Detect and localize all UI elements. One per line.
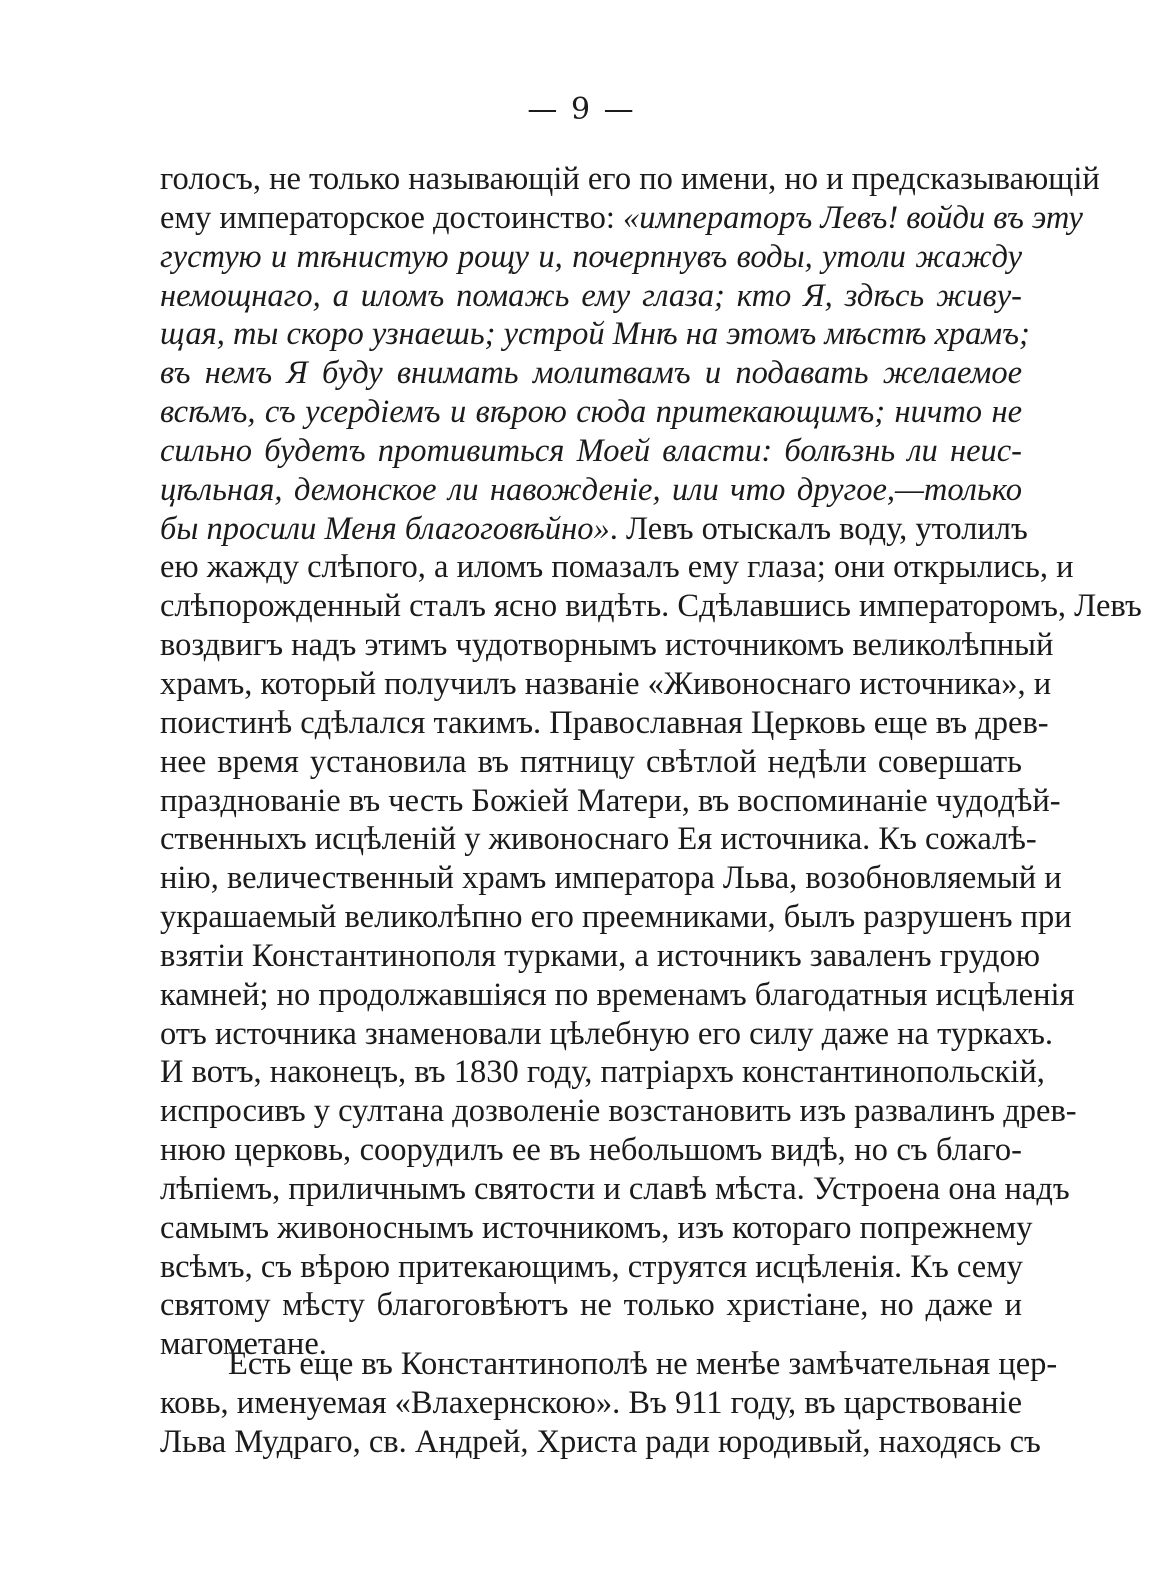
text-segment: нюю церковь, соорудилъ ее въ небольшомъ видѣ, но съ благо- [160, 1132, 1022, 1169]
text-line [160, 1423, 1041, 1462]
text-line [160, 976, 1075, 1015]
text-line [160, 199, 1083, 238]
text-segment: храмъ, который получилъ названіе «Живоноснаго источника», и [160, 665, 1052, 702]
text-segment: ею жажду слѣпого, а иломъ помазалъ ему глаза; они открылись, и [160, 549, 1074, 586]
text-line [160, 1345, 1058, 1384]
page-number: — 9 — [527, 92, 636, 127]
text-line [160, 354, 1022, 393]
text-line [160, 471, 1022, 510]
text-segment: камней; но продолжавшіяся по временамъ благодатныя исцѣленія [160, 976, 1075, 1013]
text-segment: святому мѣсту благоговѣютъ не только христіане, но даже и [160, 1287, 1022, 1324]
text-line [160, 782, 1061, 821]
text-line [160, 1131, 1022, 1170]
text-line [160, 1053, 1045, 1092]
italic-text: «императоръ Левъ! войди въ эту [623, 199, 1083, 236]
italic-text: всѣмъ, съ усердіемъ и вѣрою сюда притекающимъ; ничто не [160, 394, 1022, 431]
text-line [160, 1209, 1033, 1248]
text-line [160, 238, 1022, 277]
text-segment: украшаемый великолѣпно его преемниками, былъ разрушенъ при [160, 899, 1072, 936]
text-segment: нію, величественный храмъ императора Льва, возобновляемый и [160, 860, 1062, 897]
text-segment: магометане. [160, 1326, 327, 1363]
text-line [160, 626, 1054, 665]
text-segment: отъ источника знаменовали цѣлебную его силу даже на туркахъ. [160, 1015, 1054, 1052]
text-line [160, 1384, 1022, 1423]
text-line [160, 587, 1142, 626]
text-line [160, 937, 1041, 976]
italic-text: сильно будетъ противиться Моей власти: болѣзнь ли неис- [160, 432, 1022, 469]
text-line [160, 548, 1074, 587]
text-segment: самымъ живоноснымъ источникомъ, изъ котораго попрежнему [160, 1209, 1033, 1246]
text-segment: воздвигъ надъ этимъ чудотворнымъ источникомъ великолѣпный [160, 627, 1054, 664]
italic-text: немощнаго, а иломъ помажь ему глаза; кто Я, здѣсь живу- [160, 277, 1022, 314]
text-segment: поистинѣ сдѣлался такимъ. Православная Церковь еще въ древ- [160, 704, 1049, 741]
text-segment: взятіи Константинополя турками, а источникъ заваленъ грудою [160, 937, 1041, 974]
text-segment: ему императорское достоинство: [160, 199, 623, 236]
text-segment: нее время установила въ пятницу свѣтлой недѣли совершать [160, 743, 1022, 780]
text-segment: Есть еще въ Константинополѣ не менѣе замѣчательная цер- [228, 1346, 1058, 1382]
text-line [160, 1170, 1070, 1209]
text-line [160, 704, 1049, 743]
italic-text: бы просили Меня благоговѣйно» [160, 510, 610, 547]
text-segment: И вотъ, наконецъ, въ 1830 году, патріархъ константинопольскій, [160, 1054, 1045, 1091]
text-line [160, 510, 1028, 549]
text-segment: ковь, именуемая «Влахернскою». Въ 911 году, въ царствованіе [160, 1384, 1022, 1421]
text-line [160, 1286, 1022, 1325]
text-segment: Льва Мудраго, св. Андрей, Христа ради юродивый, находясь съ [160, 1423, 1041, 1460]
italic-text: густую и тѣнистую рощу и, почерпнувъ воды, утоли жажду [160, 238, 1022, 275]
text-segment: празднованіе въ честь Божіей Матери, въ воспоминаніе чудодѣй- [160, 782, 1061, 819]
text-segment: . Левъ отыскалъ воду, утолилъ [609, 510, 1028, 547]
italic-text: въ немъ Я буду внимать молитвамъ и подавать желаемое [160, 355, 1022, 392]
text-line [160, 1092, 1077, 1131]
text-line [160, 1015, 1054, 1054]
italic-text: щая, ты скоро узнаешь; устрой Мнѣ на этомъ мѣстѣ храмъ; [160, 316, 1030, 353]
text-segment: ственныхъ исцѣленій у живоноснаго Ея источника. Къ сожалѣ- [160, 821, 1037, 858]
text-segment: испросивъ у султана дозволеніе возстановить изъ развалинъ древ- [160, 1093, 1077, 1130]
text-line [160, 743, 1022, 782]
text-line [160, 393, 1022, 432]
text-line [160, 665, 1052, 704]
text-line [160, 277, 1022, 316]
paragraph-2 [160, 1345, 1058, 1462]
text-line [160, 160, 1100, 199]
text-segment: слѣпорожденный сталъ ясно видѣть. Сдѣлавшись императоромъ, Левъ [160, 588, 1142, 625]
text-line [160, 859, 1062, 898]
italic-text: цѣльная, демонское ли навожденіе, или что другое,—только [160, 471, 1022, 508]
text-segment: голосъ, не только называющій его по имени, но и предсказывающій [160, 161, 1100, 197]
text-line [160, 315, 1030, 354]
text-line [160, 820, 1037, 859]
text-line [160, 432, 1022, 471]
text-line [160, 898, 1072, 937]
text-line [160, 1248, 1022, 1287]
text-segment: лѣпіемъ, приличнымъ святости и славѣ мѣста. Устроена она надъ [160, 1170, 1070, 1207]
text-segment: всѣмъ, съ вѣрою притекающимъ, струятся исцѣленія. Къ сему [160, 1248, 1023, 1285]
